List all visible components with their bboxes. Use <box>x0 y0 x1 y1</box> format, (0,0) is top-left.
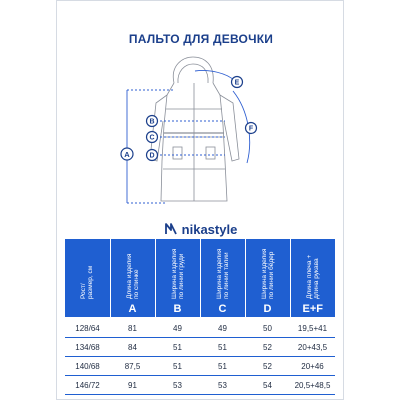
table-cell: 134/68 <box>65 338 110 357</box>
table-cell: 51 <box>155 338 200 357</box>
header-letter-row <box>65 301 335 317</box>
table-cell: 52 <box>245 338 290 357</box>
table-row <box>65 319 335 338</box>
table-cell: 84 <box>110 338 155 357</box>
size-chart-card <box>56 0 344 400</box>
table-cell: 51 <box>200 338 245 357</box>
size-table-wrap <box>65 239 335 397</box>
table-cell: 53 <box>200 376 245 395</box>
table-cell: 51 <box>200 357 245 376</box>
measurement-lines <box>127 70 250 203</box>
diagram-label-a <box>121 148 133 160</box>
table-cell: 20+43,5 <box>290 338 335 357</box>
coat-measurement-diagram <box>57 51 344 216</box>
table-cell: 87,5 <box>110 357 155 376</box>
diagram-label-c <box>147 132 158 143</box>
header-cell: Ширина изделия по линии бёдер <box>245 239 290 301</box>
header-letter: D <box>245 301 290 317</box>
header-letter: C <box>200 301 245 317</box>
table-cell: 50 <box>245 319 290 338</box>
table-cell: 49 <box>155 319 200 338</box>
header-row <box>65 239 335 301</box>
header-cell: Рост/ размер, см <box>65 239 110 301</box>
header-letter <box>65 301 110 317</box>
header-letter: B <box>155 301 200 317</box>
diagram-label-b <box>147 116 158 127</box>
nikastyle-logo-icon <box>165 223 177 235</box>
diagram-label-d <box>147 150 158 161</box>
size-table <box>65 239 335 395</box>
svg-text:A: A <box>124 150 130 159</box>
table-cell: 52 <box>245 357 290 376</box>
svg-text:C: C <box>149 134 155 142</box>
svg-text:D: D <box>149 152 155 160</box>
table-cell: 128/64 <box>65 319 110 338</box>
table-cell: 51 <box>155 357 200 376</box>
table-cell: 49 <box>200 319 245 338</box>
table-cell: 140/68 <box>65 357 110 376</box>
svg-text:E: E <box>234 79 240 87</box>
diagram-label-e <box>232 77 243 88</box>
brand-name: nikastyle <box>181 221 238 237</box>
table-cell: 20,5+48,5 <box>290 376 335 395</box>
table-cell: 91 <box>110 376 155 395</box>
header-cell: Длина изделия по спинке <box>110 239 155 301</box>
header-letter: A <box>110 301 155 317</box>
header-cell: Ширина изделия по линии талии <box>200 239 245 301</box>
table-row <box>65 357 335 376</box>
coat-outline <box>150 57 239 201</box>
brand <box>57 219 344 239</box>
header-cell: Длина плеча + длина рукава <box>290 239 335 301</box>
svg-text:B: B <box>149 118 155 126</box>
header-letter: E+F <box>290 301 335 317</box>
table-row <box>65 338 335 357</box>
table-cell: 53 <box>155 376 200 395</box>
header-cell: Ширина изделия по линии груди <box>155 239 200 301</box>
page-title: ПАЛЬТО ДЛЯ ДЕВОЧКИ <box>128 32 274 46</box>
table-cell: 54 <box>245 376 290 395</box>
table-cell: 20+46 <box>290 357 335 376</box>
table-cell: 146/72 <box>65 376 110 395</box>
table-cell: 81 <box>110 319 155 338</box>
diagram-label-f <box>246 123 257 134</box>
svg-text:F: F <box>248 125 254 133</box>
table-cell: 19,5+41 <box>290 319 335 338</box>
table-row <box>65 376 335 395</box>
